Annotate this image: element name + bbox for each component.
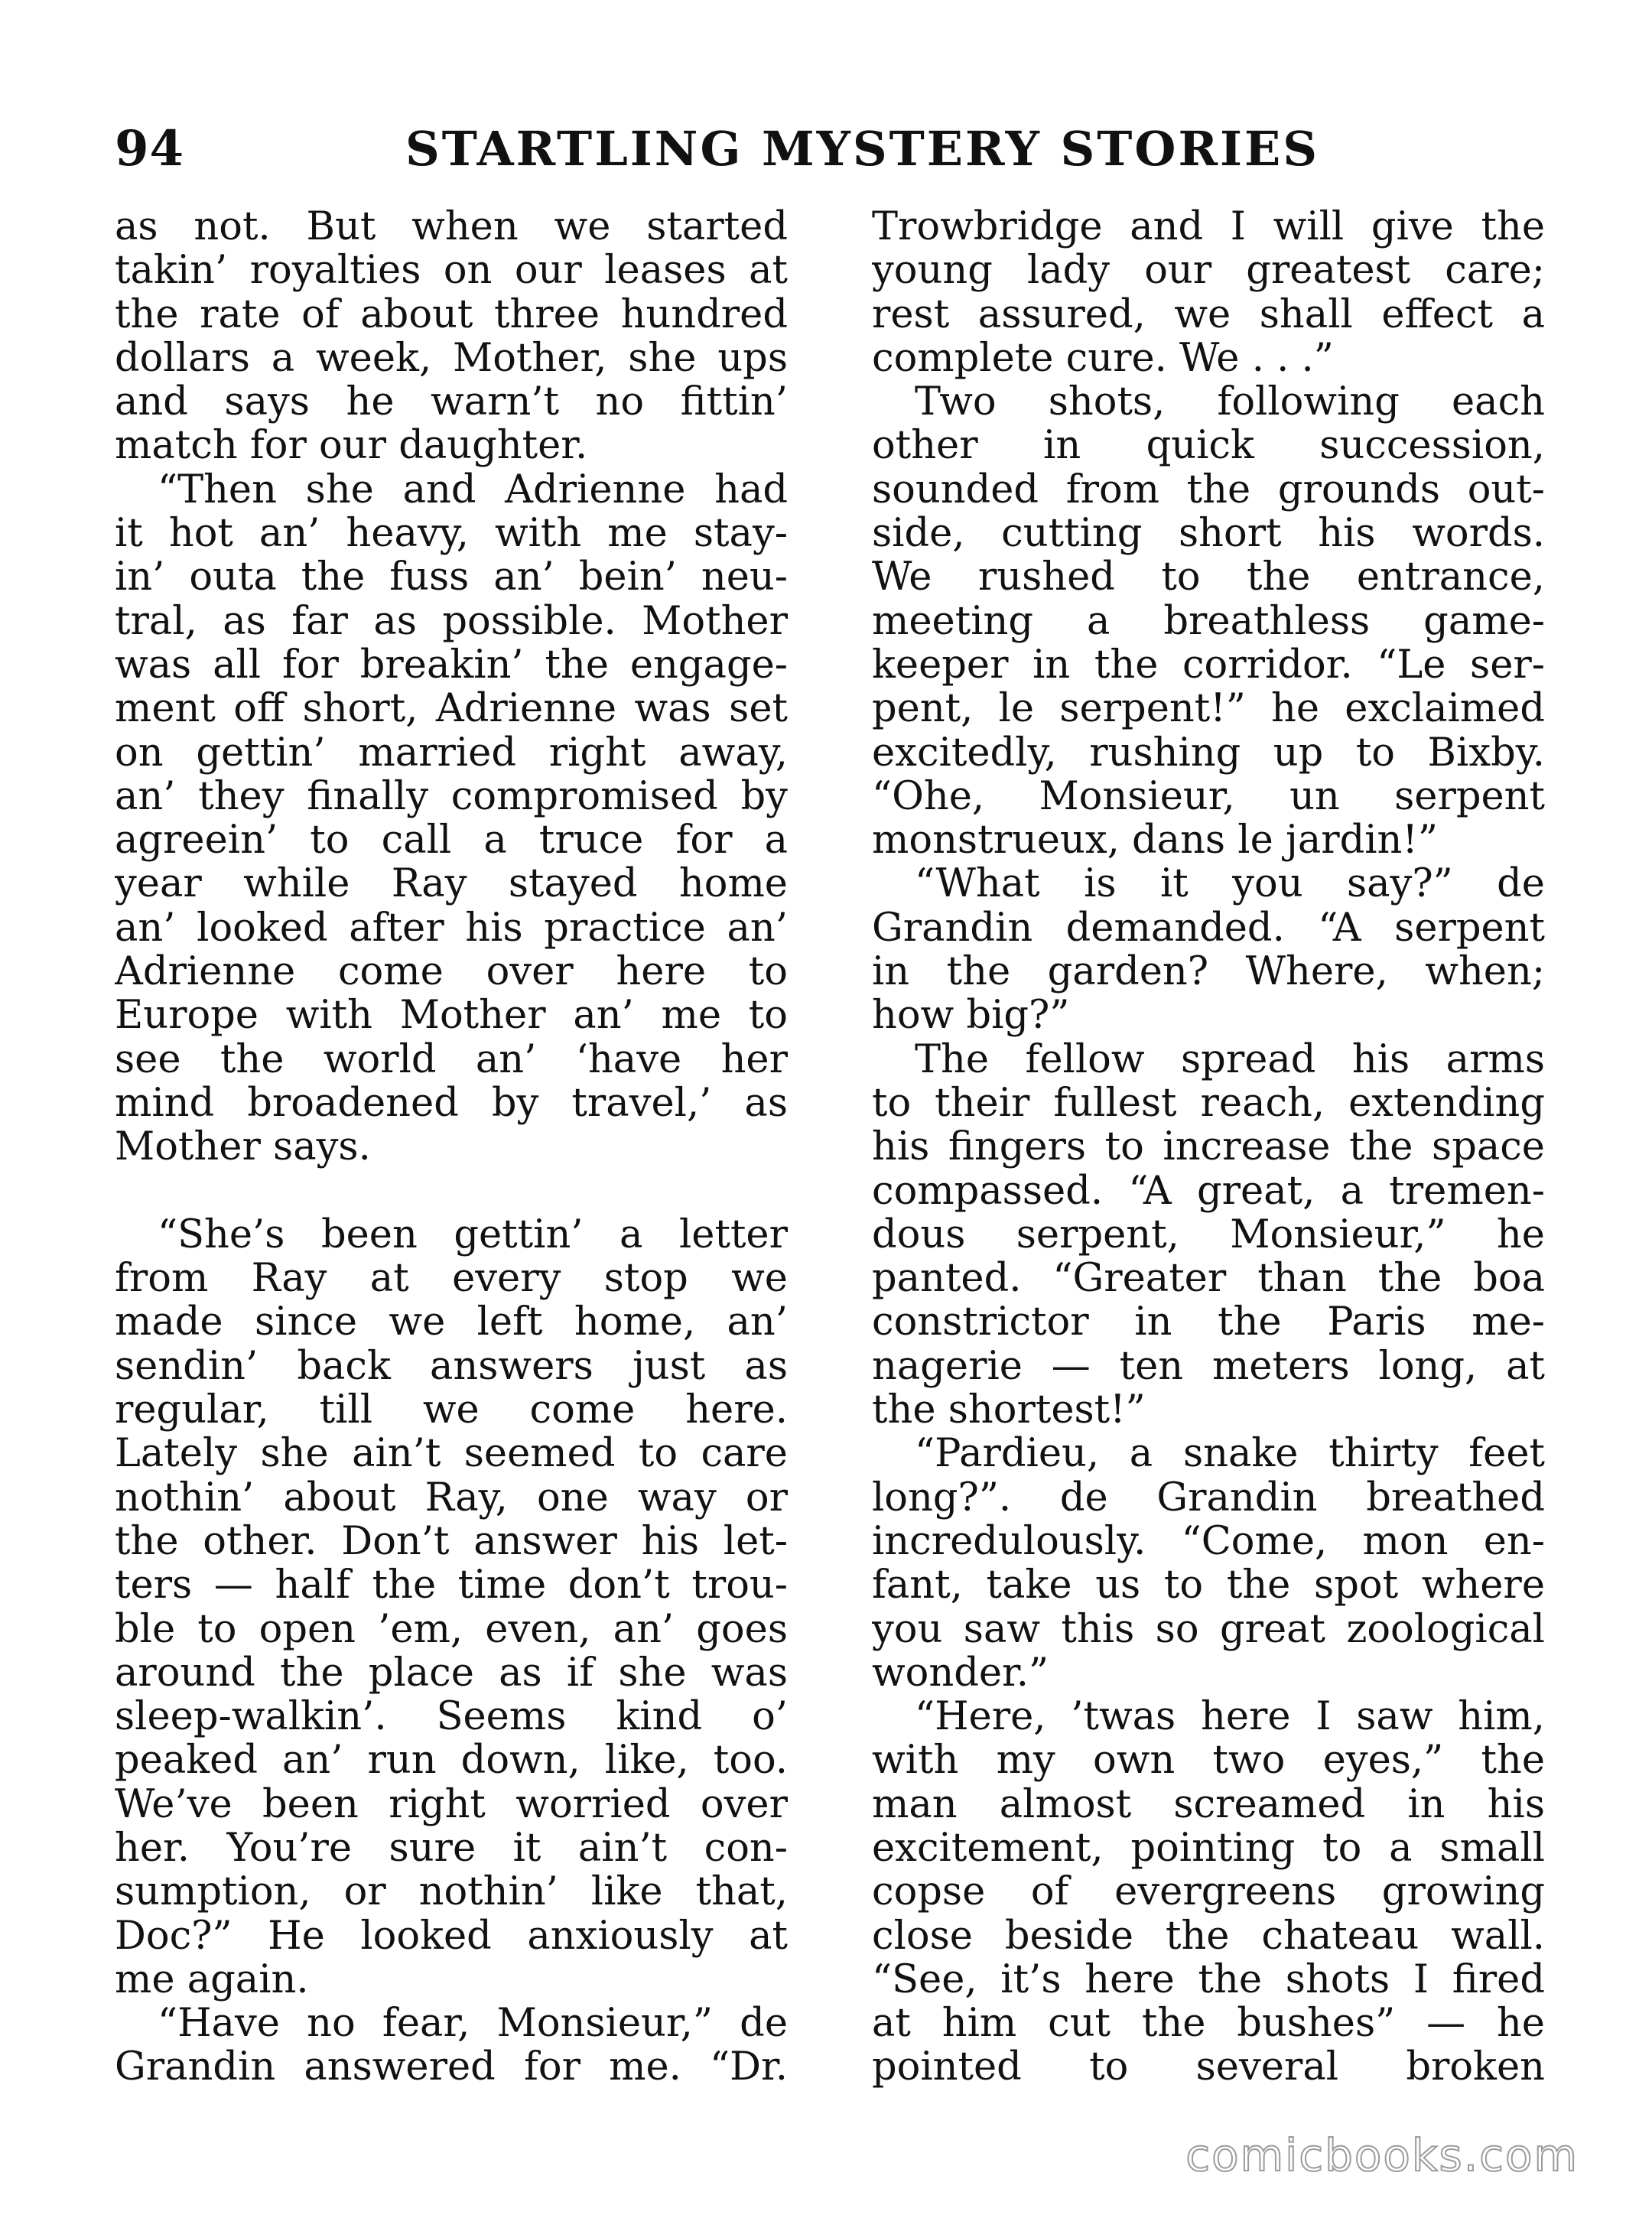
text-line: was all for breakin’ the engage- <box>115 642 788 688</box>
text-line: Doc?” He looked anxiously at <box>115 1914 788 1958</box>
text-line: from Ray at every stop we <box>115 1257 788 1301</box>
text-line: copse of evergreens growing <box>872 1870 1545 1914</box>
text-line: meeting a breathless game- <box>872 599 1545 643</box>
text-line: dollars a week, Mother, she ups <box>115 336 788 381</box>
text-line: young lady our greatest care; <box>872 249 1545 293</box>
text-line: “She’s been gettin’ a letter <box>158 1212 788 1257</box>
text-line: to their fullest reach, extending <box>872 1081 1545 1126</box>
text-line: pointed to several broken <box>872 2045 1545 2090</box>
page-number: 94 <box>115 120 185 177</box>
text-line: man almost screamed in his <box>872 1782 1545 1826</box>
right-text-column <box>872 205 1545 2090</box>
text-line: Grandin answered for me. “Dr. <box>115 2045 788 2090</box>
text-line: sounded from the grounds out- <box>872 467 1545 512</box>
text-line: fant, take us to the spot where <box>872 1563 1545 1608</box>
text-line: Grandin demanded. “A serpent <box>872 906 1545 951</box>
text-line: “Ohe, Monsieur, un serpent <box>872 774 1545 819</box>
text-line: Mother says. <box>115 1125 371 1169</box>
text-line: sumption, or nothin’ like that, <box>115 1870 788 1914</box>
text-line: panted. “Greater than the boa <box>872 1257 1545 1301</box>
text-line: tral, as far as possible. Mother <box>115 599 788 643</box>
text-line: “See, it’s here the shots I fired <box>872 1957 1545 2002</box>
text-line: match for our daughter. <box>115 424 588 468</box>
text-line: compassed. “A great, a tremen- <box>872 1169 1545 1213</box>
text-line: sleep-walkin’. Seems kind o’ <box>115 1695 788 1739</box>
text-line: you saw this so great zoological <box>872 1607 1545 1651</box>
text-line: mind broadened by travel,’ as <box>115 1081 788 1126</box>
text-line: side, cutting short his words. <box>872 512 1545 556</box>
text-line: Lately she ain’t seemed to care <box>115 1432 788 1476</box>
text-line: it hot an’ heavy, with me stay- <box>115 512 788 556</box>
text-line: takin’ royalties on our leases at <box>115 249 788 293</box>
text-line: on gettin’ married right away, <box>115 730 788 775</box>
page-header <box>115 115 1537 184</box>
text-line: an’ they finally compromised by <box>115 774 788 819</box>
text-line: his fingers to increase the space <box>872 1125 1545 1169</box>
text-line: the shortest!” <box>872 1388 1146 1433</box>
text-line: made since we left home, an’ <box>115 1300 788 1345</box>
text-line: incredulously. “Come, mon en- <box>872 1519 1545 1564</box>
text-line: keeper in the corridor. “Le ser- <box>872 642 1545 688</box>
text-line: year while Ray stayed home <box>115 862 788 906</box>
text-line: as not. But when we started <box>115 205 788 249</box>
text-line: Two shots, following each <box>915 380 1545 424</box>
text-line: an’ looked after his practice an’ <box>115 906 788 951</box>
text-line: “Here, ’twas here I saw him, <box>915 1695 1545 1739</box>
text-line: We’ve been right worried over <box>115 1782 788 1826</box>
text-line: “Have no fear, Monsieur,” de <box>158 2002 788 2046</box>
running-title: STARTLING MYSTERY STORIES <box>405 121 1319 177</box>
text-line: with my own two eyes,” the <box>872 1738 1545 1783</box>
text-line: monstrueux, dans le jardin!” <box>872 818 1438 863</box>
text-line <box>115 1169 788 1213</box>
watermark: comicbooks.com <box>1185 2129 1579 2181</box>
text-line: in the garden? Where, when; <box>872 950 1545 994</box>
text-line: sendin’ back answers just as <box>115 1344 788 1389</box>
text-line: other in quick succession, <box>872 424 1545 468</box>
text-line: We rushed to the entrance, <box>872 555 1545 600</box>
text-line: wonder.” <box>872 1650 1049 1696</box>
text-line: ment off short, Adrienne was set <box>115 687 788 731</box>
text-line: “Then she and Adrienne had <box>158 467 788 512</box>
text-line: excitement, pointing to a small <box>872 1826 1545 1871</box>
text-line: peaked an’ run down, like, too. <box>115 1738 788 1783</box>
text-line: “What is it you say?” de <box>915 862 1545 906</box>
text-line: ters — half the time don’t trou- <box>115 1563 788 1608</box>
text-line: constrictor in the Paris me- <box>872 1300 1545 1345</box>
text-line: her. You’re sure it ain’t con- <box>115 1826 788 1871</box>
text-line: at him cut the bushes” — he <box>872 2002 1545 2046</box>
text-line: how big?” <box>872 994 1070 1038</box>
text-line: see the world an’ ‘have her <box>115 1037 788 1081</box>
text-line: Trowbridge and I will give the <box>872 205 1545 249</box>
left-text-column <box>115 205 788 2090</box>
text-line: and says he warn’t no fittin’ <box>115 380 788 424</box>
text-line: Adrienne come over here to <box>115 950 788 994</box>
text-line: Europe with Mother an’ me to <box>115 994 788 1038</box>
text-line: excitedly, rushing up to Bixby. <box>872 730 1545 775</box>
text-line: dous serpent, Monsieur,” he <box>872 1212 1545 1257</box>
text-line: ble to open ’em, even, an’ goes <box>115 1607 788 1651</box>
text-line: agreein’ to call a truce for a <box>115 818 788 863</box>
text-line: long?”. de Grandin breathed <box>872 1475 1545 1520</box>
text-line: the rate of about three hundred <box>115 292 788 337</box>
text-line: nothin’ about Ray, one way or <box>115 1475 788 1520</box>
text-line: rest assured, we shall effect a <box>872 292 1545 337</box>
text-line: pent, le serpent!” he exclaimed <box>872 687 1545 731</box>
text-line: complete cure. We . . .” <box>872 336 1334 381</box>
text-line: me again. <box>115 1957 309 2002</box>
text-line: “Pardieu, a snake thirty feet <box>915 1432 1545 1476</box>
text-line: The fellow spread his arms <box>915 1037 1545 1081</box>
text-line: around the place as if she was <box>115 1650 788 1696</box>
text-line: close beside the chateau wall. <box>872 1914 1545 1958</box>
text-line: regular, till we come here. <box>115 1388 788 1433</box>
text-line: in’ outa the fuss an’ bein’ neu- <box>115 555 788 600</box>
text-line: the other. Don’t answer his let- <box>115 1519 788 1564</box>
text-line: nagerie — ten meters long, at <box>872 1344 1545 1389</box>
